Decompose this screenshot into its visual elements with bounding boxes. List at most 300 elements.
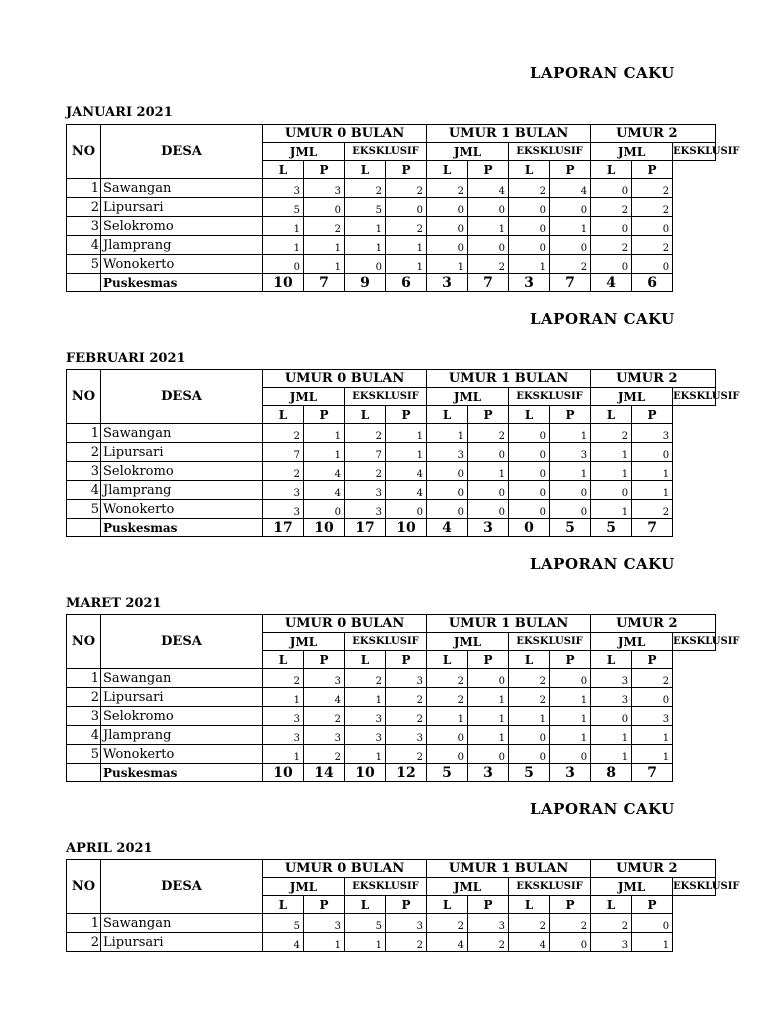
row-value: 0	[591, 179, 632, 198]
report-table	[66, 859, 740, 952]
header-age-group: UMUR 1 BULAN	[427, 125, 591, 143]
row-value: 3	[386, 669, 427, 688]
header-age-group: UMUR 0 BULAN	[263, 370, 427, 388]
row-value: 2	[386, 217, 427, 236]
row-value: 1	[550, 217, 591, 236]
row-value: 1	[550, 707, 591, 726]
row-value: 2	[632, 669, 673, 688]
row-value: 3	[591, 933, 632, 952]
header-eksklusif: EKSKLUSIF	[509, 388, 591, 406]
header-jml: JML	[263, 143, 345, 161]
row-value: 2	[345, 179, 386, 198]
row-value: 3	[263, 500, 304, 519]
row-value: 5	[263, 198, 304, 217]
row-no: 4	[67, 726, 101, 745]
row-value: 1	[632, 933, 673, 952]
header-no: NO	[67, 860, 101, 914]
total-value: 17	[263, 519, 304, 537]
total-value: 3	[427, 274, 468, 292]
row-value: 1	[304, 443, 345, 462]
total-value: 7	[468, 274, 509, 292]
row-value: 0	[468, 236, 509, 255]
row-value: 4	[304, 462, 345, 481]
row-value: 1	[550, 462, 591, 481]
row-value: 3	[345, 481, 386, 500]
total-label: Puskesmas	[101, 274, 263, 292]
total-value: 10	[263, 274, 304, 292]
header-l: L	[427, 896, 468, 914]
table-row	[67, 688, 716, 707]
header-l: L	[345, 161, 386, 179]
row-value: 0	[304, 198, 345, 217]
row-value: 0	[427, 236, 468, 255]
row-value: 5	[345, 198, 386, 217]
row-value: 1	[550, 726, 591, 745]
row-value: 1	[263, 688, 304, 707]
total-value: 14	[304, 764, 345, 782]
row-desa: Lipursari	[101, 688, 263, 707]
row-value: 1	[591, 443, 632, 462]
row-value: 0	[509, 745, 550, 764]
total-value: 3	[550, 764, 591, 782]
row-value: 2	[427, 914, 468, 933]
row-value: 1	[427, 707, 468, 726]
header-l: L	[591, 161, 632, 179]
header-eksklusif: EKSKLUSIF	[509, 633, 591, 651]
row-value: 1	[468, 688, 509, 707]
table-row	[67, 198, 716, 217]
row-value: 2	[386, 688, 427, 707]
header-age-group: UMUR 2	[591, 860, 716, 878]
header-l: L	[427, 651, 468, 669]
row-value: 0	[632, 914, 673, 933]
row-no: 4	[67, 236, 101, 255]
row-value: 0	[591, 217, 632, 236]
header-eksklusif: EKSKLUSIF	[673, 878, 716, 896]
row-value: 1	[632, 745, 673, 764]
row-no: 5	[67, 745, 101, 764]
row-value: 3	[345, 500, 386, 519]
total-label: Puskesmas	[101, 764, 263, 782]
row-value: 7	[345, 443, 386, 462]
row-no: 1	[67, 424, 101, 443]
row-desa: Lipursari	[101, 443, 263, 462]
row-no: 2	[67, 443, 101, 462]
row-value: 0	[263, 255, 304, 274]
row-value: 1	[632, 481, 673, 500]
row-value: 1	[468, 462, 509, 481]
header-desa: DESA	[101, 125, 263, 179]
total-value: 9	[345, 274, 386, 292]
row-value: 2	[591, 198, 632, 217]
header-row	[67, 860, 716, 878]
table-row	[67, 217, 716, 236]
header-age-group: UMUR 0 BULAN	[263, 615, 427, 633]
row-value: 4	[304, 688, 345, 707]
row-value: 0	[427, 198, 468, 217]
row-value: 3	[263, 481, 304, 500]
row-value: 0	[468, 669, 509, 688]
header-no: NO	[67, 370, 101, 424]
report-title: LAPORAN CAKU	[530, 800, 675, 818]
total-blank	[67, 764, 101, 782]
header-jml: JML	[427, 633, 509, 651]
row-value: 0	[591, 255, 632, 274]
row-value: 1	[386, 255, 427, 274]
header-l: L	[591, 406, 632, 424]
header-row	[67, 125, 716, 143]
row-no: 1	[67, 669, 101, 688]
header-row	[67, 370, 716, 388]
row-value: 0	[468, 481, 509, 500]
row-value: 0	[509, 500, 550, 519]
row-value: 1	[263, 236, 304, 255]
row-value: 2	[468, 255, 509, 274]
row-value: 2	[591, 236, 632, 255]
row-value: 5	[263, 914, 304, 933]
header-eksklusif: EKSKLUSIF	[673, 388, 716, 406]
row-desa: Lipursari	[101, 933, 263, 952]
row-value: 3	[591, 688, 632, 707]
report-title: LAPORAN CAKU	[530, 64, 675, 82]
row-value: 0	[345, 255, 386, 274]
row-value: 0	[509, 217, 550, 236]
row-no: 3	[67, 707, 101, 726]
header-eksklusif: EKSKLUSIF	[345, 633, 427, 651]
row-value: 2	[427, 669, 468, 688]
total-label: Puskesmas	[101, 519, 263, 537]
header-jml: JML	[591, 633, 673, 651]
header-desa: DESA	[101, 860, 263, 914]
header-p: P	[468, 406, 509, 424]
total-value: 10	[304, 519, 345, 537]
row-value: 0	[591, 481, 632, 500]
row-value: 0	[550, 236, 591, 255]
row-value: 1	[304, 933, 345, 952]
row-value: 1	[468, 707, 509, 726]
header-p: P	[632, 896, 673, 914]
row-value: 1	[263, 217, 304, 236]
header-jml: JML	[263, 388, 345, 406]
total-value: 5	[550, 519, 591, 537]
table-row	[67, 462, 716, 481]
row-value: 1	[468, 726, 509, 745]
table-row	[67, 500, 716, 519]
header-l: L	[509, 896, 550, 914]
row-value: 0	[386, 198, 427, 217]
row-value: 0	[427, 217, 468, 236]
header-p: P	[468, 896, 509, 914]
header-jml: JML	[263, 633, 345, 651]
total-value: 10	[345, 764, 386, 782]
header-p: P	[386, 161, 427, 179]
month-label: JANUARI 2021	[66, 105, 173, 120]
total-blank	[67, 274, 101, 292]
header-desa: DESA	[101, 370, 263, 424]
row-value: 1	[345, 217, 386, 236]
total-value: 6	[386, 274, 427, 292]
header-p: P	[632, 651, 673, 669]
row-value: 3	[468, 914, 509, 933]
row-value: 0	[550, 669, 591, 688]
row-value: 2	[550, 255, 591, 274]
row-value: 1	[591, 462, 632, 481]
total-value: 3	[509, 274, 550, 292]
row-value: 2	[509, 914, 550, 933]
row-value: 3	[632, 707, 673, 726]
header-jml: JML	[427, 388, 509, 406]
table-row	[67, 745, 716, 764]
header-p: P	[304, 651, 345, 669]
row-value: 1	[632, 462, 673, 481]
header-age-group: UMUR 1 BULAN	[427, 370, 591, 388]
row-value: 1	[345, 745, 386, 764]
row-value: 2	[345, 462, 386, 481]
total-value: 0	[509, 519, 550, 537]
total-blank	[67, 519, 101, 537]
header-age-group: UMUR 1 BULAN	[427, 860, 591, 878]
report-table	[66, 369, 740, 537]
total-value: 17	[345, 519, 386, 537]
row-value: 0	[509, 462, 550, 481]
row-desa: Sawangan	[101, 669, 263, 688]
table-row	[67, 707, 716, 726]
row-value: 0	[509, 424, 550, 443]
row-value: 3	[386, 914, 427, 933]
header-p: P	[468, 161, 509, 179]
header-p: P	[468, 651, 509, 669]
row-value: 0	[509, 481, 550, 500]
row-value: 3	[304, 669, 345, 688]
row-value: 3	[345, 726, 386, 745]
row-no: 1	[67, 179, 101, 198]
row-value: 0	[468, 198, 509, 217]
total-value: 6	[632, 274, 673, 292]
total-value: 10	[263, 764, 304, 782]
row-value: 0	[509, 443, 550, 462]
row-value: 2	[427, 688, 468, 707]
header-jml: JML	[427, 143, 509, 161]
row-value: 3	[263, 726, 304, 745]
row-value: 0	[550, 933, 591, 952]
total-value: 3	[468, 519, 509, 537]
total-value: 12	[386, 764, 427, 782]
header-p: P	[386, 406, 427, 424]
header-l: L	[345, 651, 386, 669]
header-p: P	[550, 896, 591, 914]
row-desa: Selokromo	[101, 217, 263, 236]
row-value: 0	[427, 745, 468, 764]
row-value: 0	[386, 500, 427, 519]
total-value: 5	[427, 764, 468, 782]
report-title: LAPORAN CAKU	[530, 310, 675, 328]
header-l: L	[509, 406, 550, 424]
row-value: 2	[386, 179, 427, 198]
total-value: 10	[386, 519, 427, 537]
header-jml: JML	[591, 388, 673, 406]
row-value: 4	[263, 933, 304, 952]
row-value: 0	[427, 500, 468, 519]
row-value: 1	[550, 424, 591, 443]
row-value: 1	[304, 236, 345, 255]
row-value: 2	[632, 500, 673, 519]
row-value: 1	[591, 500, 632, 519]
row-value: 0	[427, 481, 468, 500]
row-value: 3	[386, 726, 427, 745]
header-p: P	[304, 896, 345, 914]
header-l: L	[427, 161, 468, 179]
row-value: 7	[263, 443, 304, 462]
row-value: 3	[304, 179, 345, 198]
row-value: 3	[304, 914, 345, 933]
header-no: NO	[67, 125, 101, 179]
row-value: 1	[263, 745, 304, 764]
row-value: 1	[509, 255, 550, 274]
row-value: 2	[509, 669, 550, 688]
row-no: 2	[67, 198, 101, 217]
row-no: 2	[67, 688, 101, 707]
row-value: 2	[263, 669, 304, 688]
row-value: 1	[468, 217, 509, 236]
row-value: 2	[345, 669, 386, 688]
total-row	[67, 274, 716, 292]
row-value: 1	[345, 236, 386, 255]
row-value: 2	[263, 424, 304, 443]
row-value: 3	[304, 726, 345, 745]
row-value: 1	[427, 255, 468, 274]
row-value: 1	[304, 255, 345, 274]
header-l: L	[591, 651, 632, 669]
row-value: 2	[263, 462, 304, 481]
row-value: 2	[386, 933, 427, 952]
row-value: 2	[591, 914, 632, 933]
row-value: 0	[427, 726, 468, 745]
row-value: 3	[263, 179, 304, 198]
header-desa: DESA	[101, 615, 263, 669]
table-row	[67, 669, 716, 688]
table-row	[67, 179, 716, 198]
row-value: 2	[386, 745, 427, 764]
row-value: 0	[468, 500, 509, 519]
row-value: 1	[304, 424, 345, 443]
header-age-group: UMUR 1 BULAN	[427, 615, 591, 633]
row-value: 0	[468, 443, 509, 462]
row-value: 1	[386, 443, 427, 462]
row-desa: Wonokerto	[101, 255, 263, 274]
total-value: 3	[468, 764, 509, 782]
row-value: 2	[632, 236, 673, 255]
row-desa: Wonokerto	[101, 500, 263, 519]
month-label: MARET 2021	[66, 596, 162, 611]
header-p: P	[550, 406, 591, 424]
row-value: 4	[304, 481, 345, 500]
header-age-group: UMUR 2	[591, 125, 716, 143]
header-eksklusif: EKSKLUSIF	[509, 878, 591, 896]
header-p: P	[386, 896, 427, 914]
header-eksklusif: EKSKLUSIF	[345, 878, 427, 896]
row-value: 4	[550, 179, 591, 198]
row-no: 1	[67, 914, 101, 933]
header-eksklusif: EKSKLUSIF	[509, 143, 591, 161]
header-eksklusif: EKSKLUSIF	[345, 388, 427, 406]
row-value: 0	[632, 217, 673, 236]
row-value: 4	[427, 933, 468, 952]
row-value: 3	[427, 443, 468, 462]
header-l: L	[263, 651, 304, 669]
row-desa: Sawangan	[101, 914, 263, 933]
row-value: 2	[386, 707, 427, 726]
table-row	[67, 255, 716, 274]
row-desa: Jlamprang	[101, 481, 263, 500]
row-value: 2	[468, 424, 509, 443]
report-title: LAPORAN CAKU	[530, 555, 675, 573]
header-l: L	[263, 161, 304, 179]
row-no: 5	[67, 500, 101, 519]
row-value: 3	[632, 424, 673, 443]
row-value: 2	[509, 179, 550, 198]
row-value: 2	[304, 745, 345, 764]
header-p: P	[632, 161, 673, 179]
row-value: 2	[345, 424, 386, 443]
header-p: P	[304, 161, 345, 179]
table-row	[67, 424, 716, 443]
row-value: 2	[468, 933, 509, 952]
row-value: 4	[386, 462, 427, 481]
total-value: 5	[591, 519, 632, 537]
row-value: 1	[591, 745, 632, 764]
row-desa: Jlamprang	[101, 726, 263, 745]
row-no: 4	[67, 481, 101, 500]
report-table	[66, 124, 740, 292]
header-l: L	[427, 406, 468, 424]
row-value: 0	[550, 481, 591, 500]
total-value: 7	[632, 764, 673, 782]
row-value: 0	[632, 443, 673, 462]
row-value: 0	[304, 500, 345, 519]
total-value: 7	[632, 519, 673, 537]
row-value: 1	[345, 933, 386, 952]
header-l: L	[263, 896, 304, 914]
total-row	[67, 519, 716, 537]
header-l: L	[345, 406, 386, 424]
total-value: 4	[427, 519, 468, 537]
total-value: 5	[509, 764, 550, 782]
header-p: P	[386, 651, 427, 669]
header-p: P	[632, 406, 673, 424]
row-no: 3	[67, 217, 101, 236]
row-no: 2	[67, 933, 101, 952]
row-value: 1	[550, 688, 591, 707]
header-eksklusif: EKSKLUSIF	[345, 143, 427, 161]
header-age-group: UMUR 2	[591, 370, 716, 388]
row-desa: Sawangan	[101, 179, 263, 198]
row-value: 2	[427, 179, 468, 198]
row-value: 3	[550, 443, 591, 462]
row-value: 1	[509, 707, 550, 726]
total-value: 7	[304, 274, 345, 292]
table-row	[67, 443, 716, 462]
row-no: 5	[67, 255, 101, 274]
header-l: L	[345, 896, 386, 914]
header-jml: JML	[427, 878, 509, 896]
header-l: L	[509, 651, 550, 669]
header-p: P	[550, 651, 591, 669]
header-eksklusif: EKSKLUSIF	[673, 633, 716, 651]
month-label: FEBRUARI 2021	[66, 351, 186, 366]
row-value: 2	[591, 424, 632, 443]
total-value: 4	[591, 274, 632, 292]
row-value: 0	[468, 745, 509, 764]
